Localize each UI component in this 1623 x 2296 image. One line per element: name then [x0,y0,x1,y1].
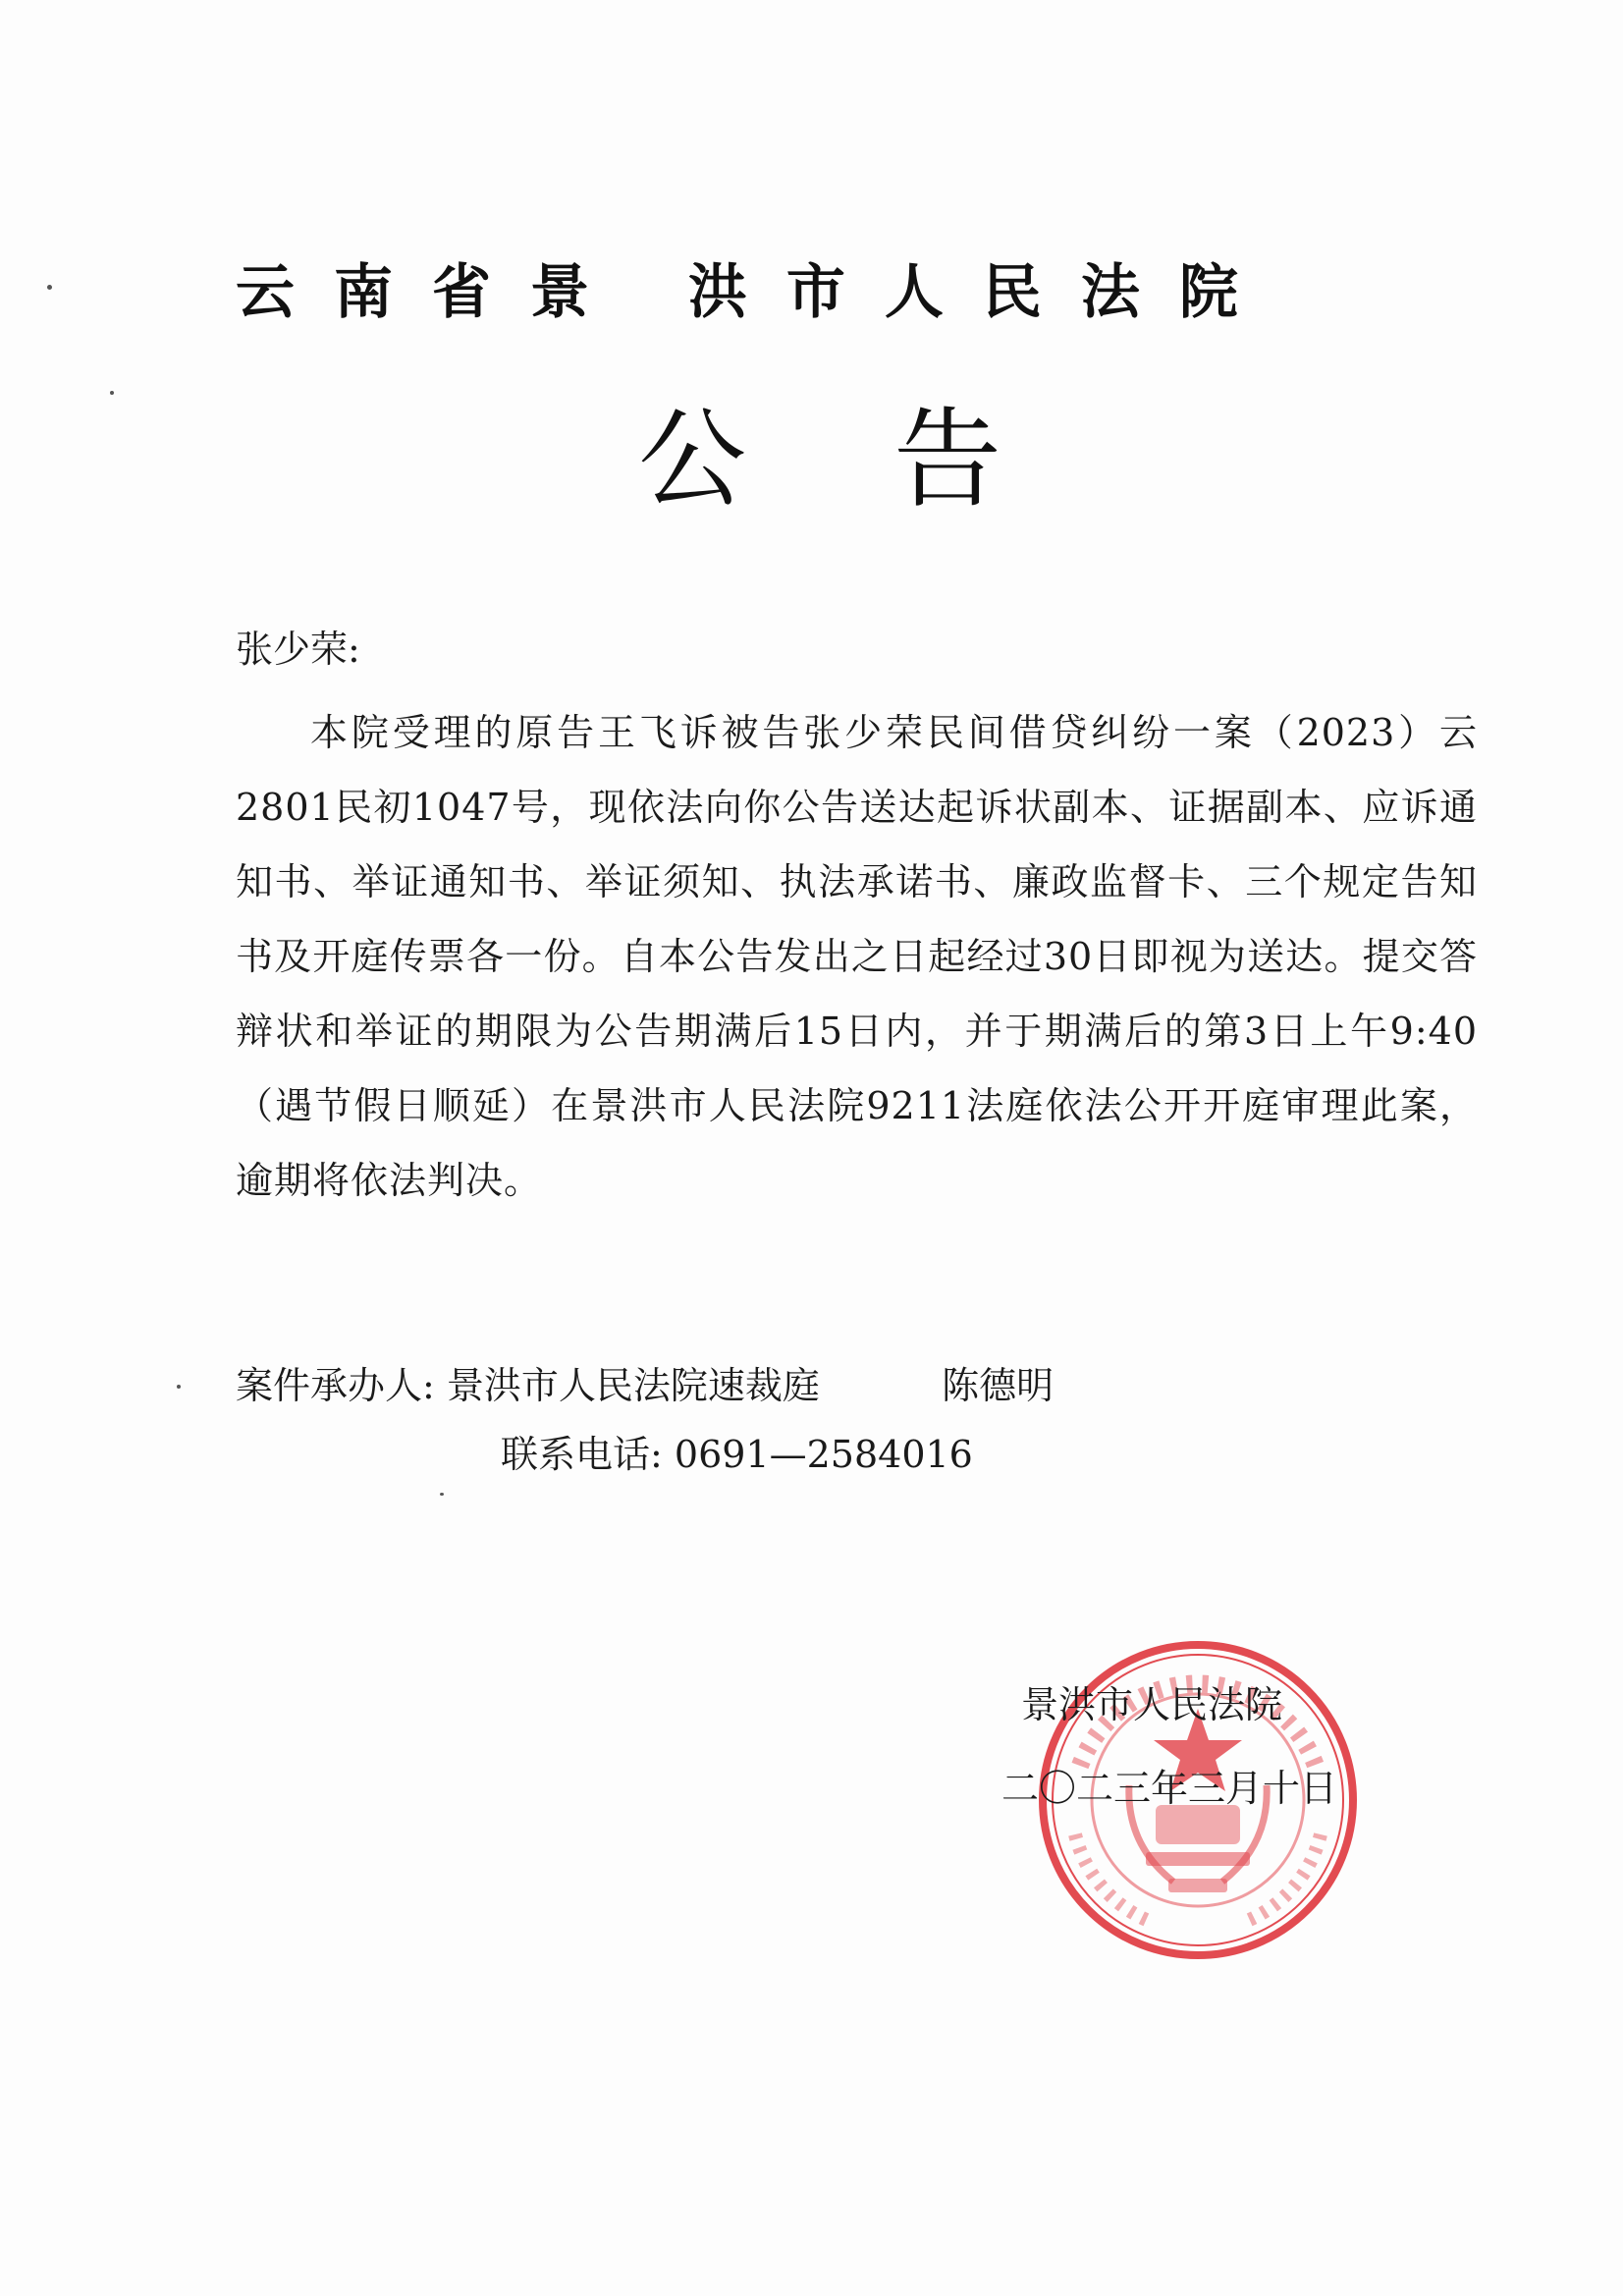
handler-department: 景洪市人民法院速裁庭 [446,1364,820,1407]
handler-label: 案件承办人: [236,1364,435,1407]
handler-name: 陈德明 [942,1364,1055,1407]
case-handler-line [236,1355,1054,1409]
scan-speck [110,391,114,395]
addressee: 张少荣: [236,628,360,671]
contact-phone-line [501,1424,973,1478]
notice-body: 本院受理的原告王飞诉被告张少荣民间借贷纠纷一案（2023）云2801民初1047号，现依法向你公告送达起诉状副本、证据副本、应诉通知书、举证通知书、举证须知、执法承诺书、廉政监督卡、三个规定告知书及开庭传票各一份。自本公告发出之日起经过30日即视为送达。提交答辩状和举证的期限为公告期满后15日内，并于期满后的第3日上午9:40（遇节假日顺延）在景洪市人民法院9211法庭依法公开开庭审理此案，逾期将依法判决。 [236,711,1478,1202]
court-name-heading: 云南省景 洪市人民法院 [236,258,1277,327]
issuer-name: 景洪市人民法院 [1021,1683,1283,1726]
scan-speck [177,1385,181,1389]
issue-date: 二〇二三年三月十日 [1001,1767,1338,1810]
phone-label: 联系电话: [501,1433,663,1476]
page-title: 公告 [638,397,1149,522]
scan-speck [47,285,52,290]
phone-number: 0691—2584016 [674,1433,973,1476]
scan-speck [440,1493,444,1496]
